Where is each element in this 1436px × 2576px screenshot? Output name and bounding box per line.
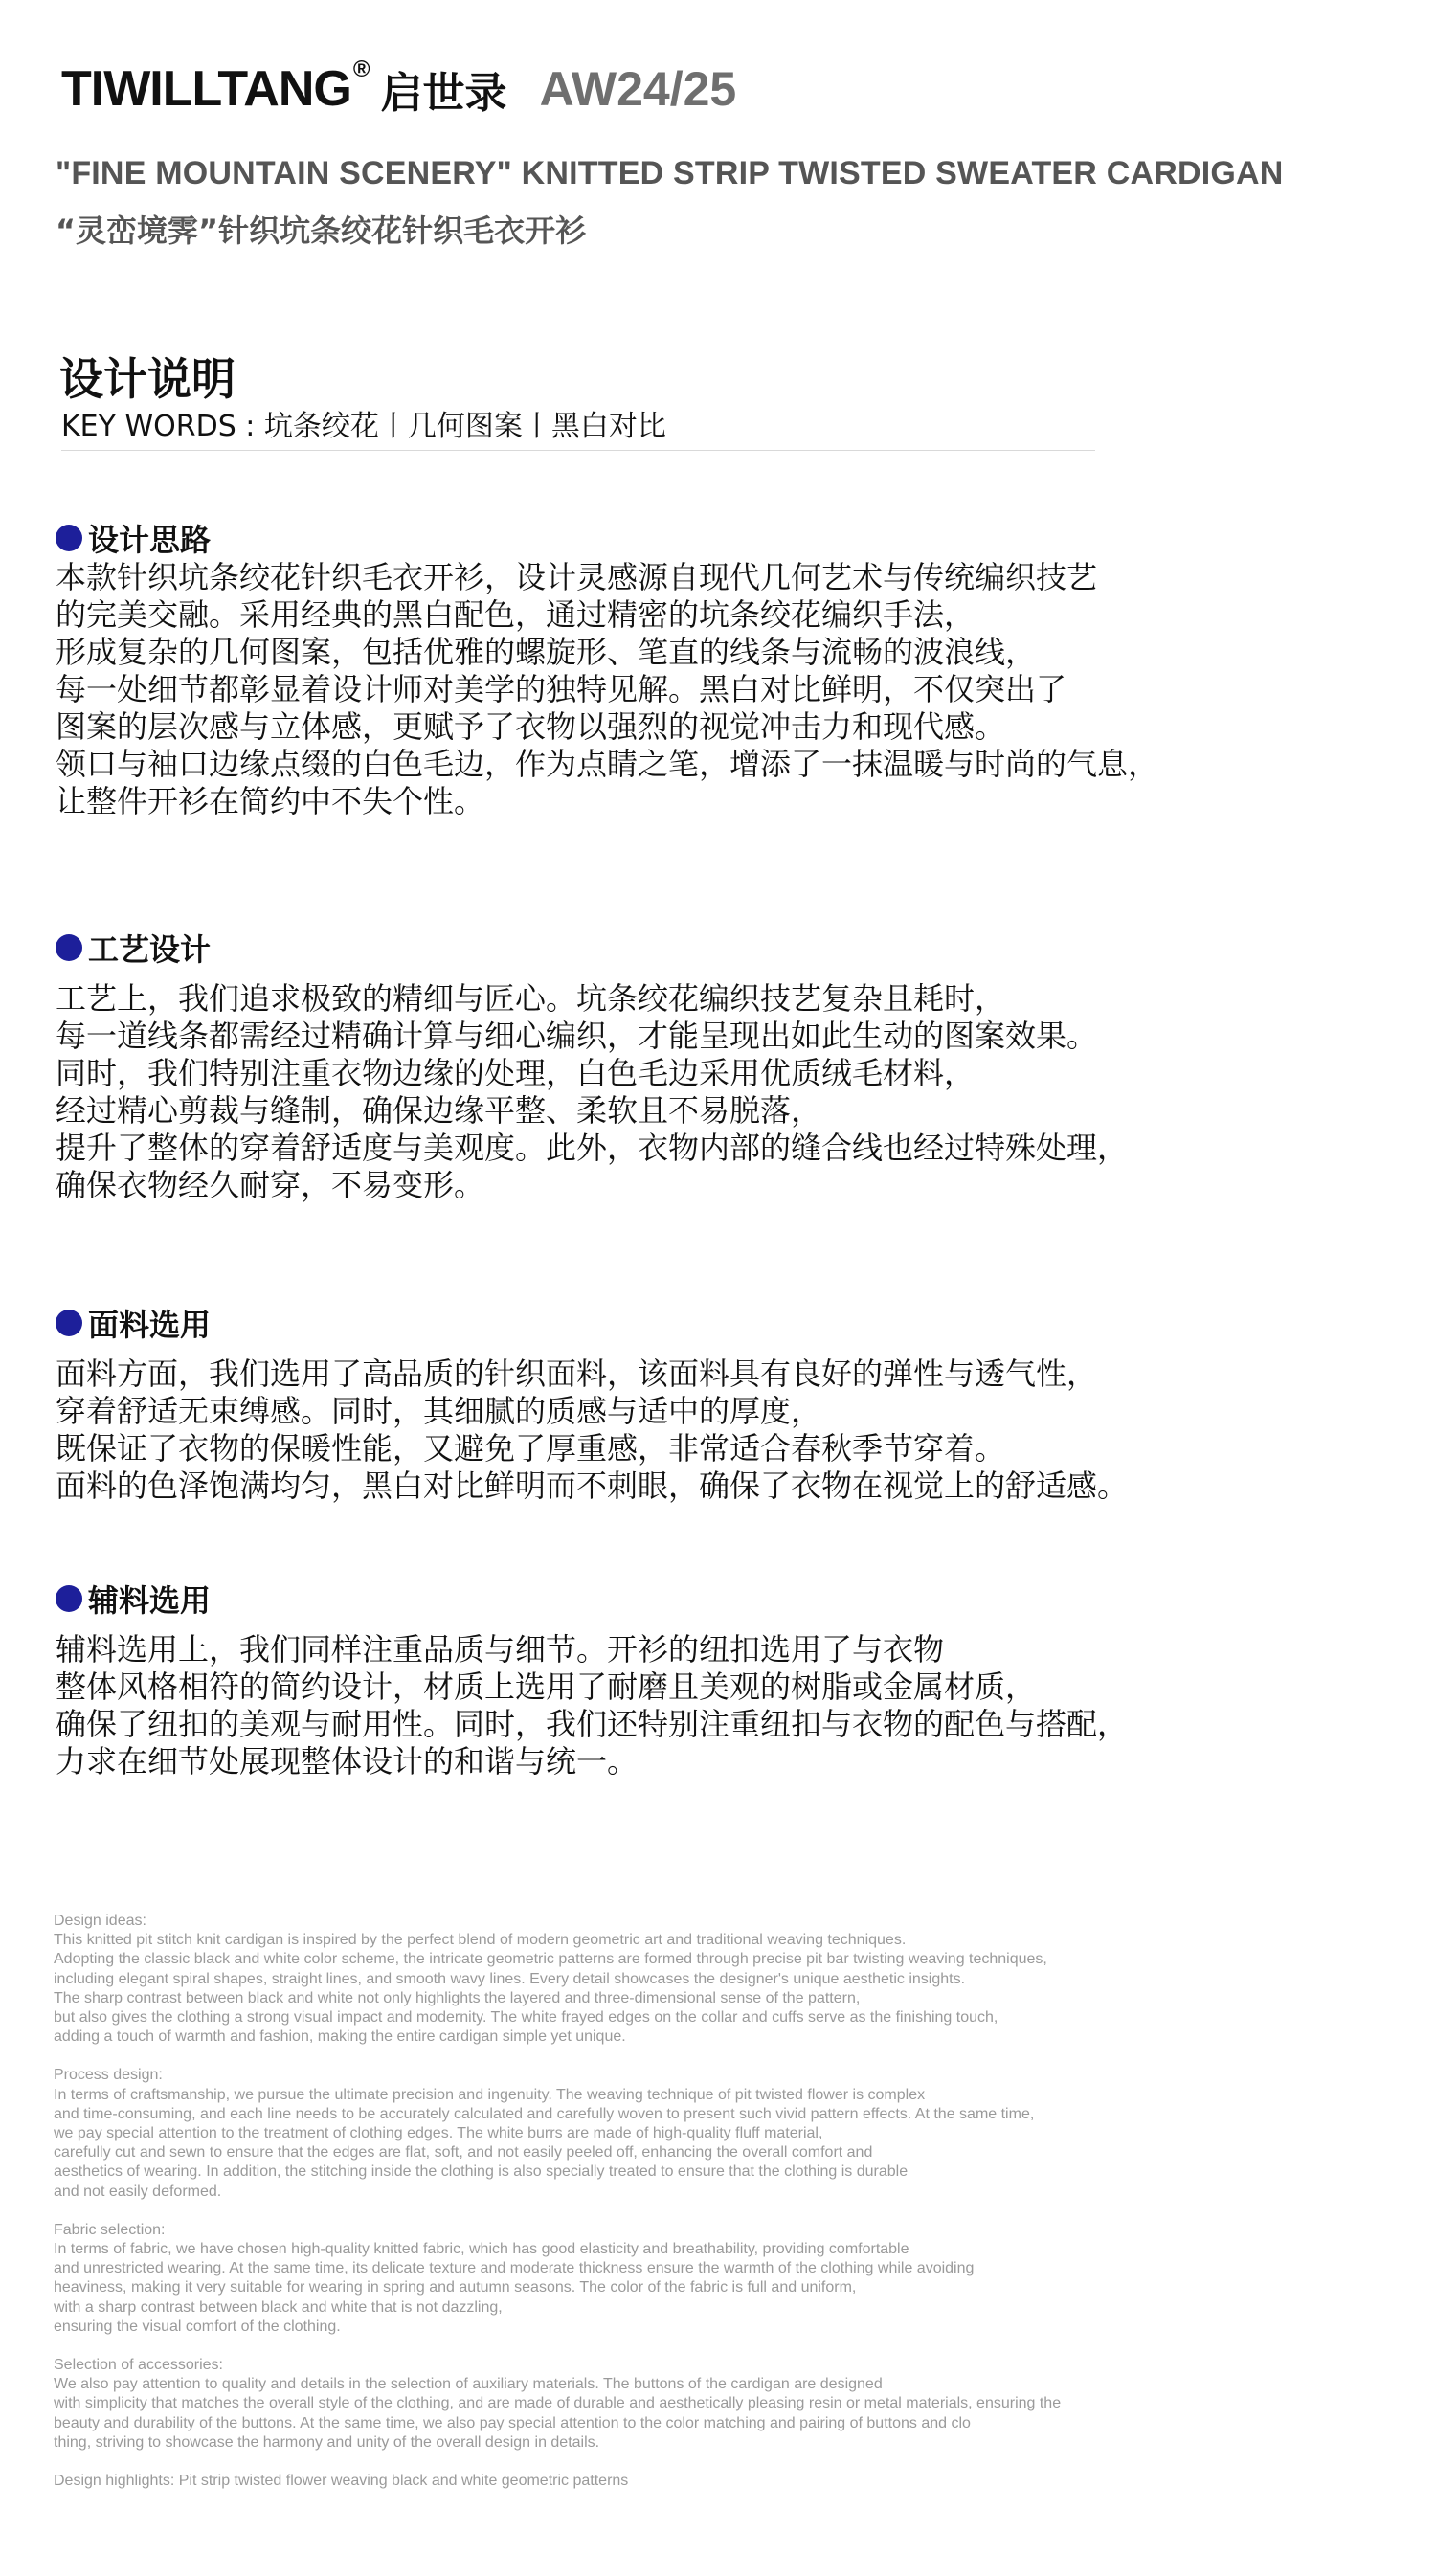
paragraph-line: 确保了纽扣的美观与耐用性。同时，我们还特别注重纽扣与衣物的配色与搭配，	[56, 1706, 1129, 1742]
paragraph-line: 让整件开衫在简约中不失个性。	[56, 783, 485, 819]
english-line: Selection of accessories:	[54, 2357, 223, 2374]
paragraph-line: 面料方面，我们选用了高品质的针织面料，该面料具有良好的弹性与透气性，	[56, 1355, 1098, 1392]
english-line: and time-consuming, and each line needs to be accurately calculated and carefully woven to present such vivid pattern effects. At the same time,	[54, 2105, 1035, 2122]
bullet-dot-icon	[56, 934, 82, 961]
paragraph-line: 的完美交融。采用经典的黑白配色，通过精密的坑条绞花编织手法，	[56, 596, 976, 633]
paragraph-line: 同时，我们特别注重衣物边缘的处理，白色毛边采用优质绒毛材料，	[56, 1055, 976, 1091]
english-line: Design ideas:	[54, 1913, 146, 1929]
english-line: In terms of fabric, we have chosen high-quality knitted fabric, which has good elasticity and breathability, providing comfortable	[54, 2241, 909, 2258]
paragraph-line: 图案的层次感与立体感，更赋予了衣物以强烈的视觉冲击力和现代感。	[56, 708, 1006, 745]
english-line: including elegant spiral shapes, straight lines, and smooth wavy lines. Every detail showcases the designer's unique aesthetic insights.	[54, 1970, 966, 1987]
english-line: Fabric selection:	[54, 2221, 166, 2238]
paragraph-line: 辅料选用上，我们同样注重品质与细节。开衫的纽扣选用了与衣物	[56, 1631, 945, 1668]
english-line: beauty and durability of the buttons. At the same time, we also pay special attention to the color matching and pairing of buttons and clo	[54, 2414, 971, 2431]
english-line: with simplicity that matches the overall style of the clothing, and are made of durable and aesthetically pleasing resin or metal materials, ensuring the	[54, 2395, 1062, 2412]
paragraph-line: 穿着舒适无束缚感。同时，其细腻的质感与适中的厚度，	[56, 1393, 822, 1429]
section-title	[56, 517, 1377, 559]
section-title	[56, 927, 1377, 969]
paragraph-line: 既保证了衣物的保暖性能，又避免了厚重感，非常适合春秋季节穿着。	[56, 1430, 1006, 1467]
english-line: carefully cut and sewn to ensure that the edges are flat, soft, and not easily peeled off, enhancing the overall comfort and	[54, 2144, 873, 2162]
english-line: we pay special attention to the treatment of clothing edges. The white burrs are made of high-quality fluff material,	[54, 2125, 823, 2142]
english-block-design-ideas	[54, 1912, 1394, 2047]
design-description-heading: 设计说明	[59, 353, 236, 405]
section-title-text: 工艺设计	[88, 931, 212, 968]
english-line: thing, striving to showcase the harmony and unity of the overall design in details.	[54, 2433, 600, 2451]
paragraph-line: 经过精心剪裁与缝制，确保边缘平整、柔软且不易脱落，	[56, 1092, 822, 1129]
english-line: We also pay attention to quality and details in the selection of auxiliary materials. The buttons of the cardigan are designed	[54, 2376, 883, 2393]
english-line: ensuring the visual comfort of the clothing.	[54, 2318, 341, 2335]
section-design-ideas	[56, 517, 1377, 820]
english-line: with a sharp contrast between black and white that is not dazzling,	[54, 2298, 503, 2316]
section-process-design	[56, 927, 1377, 1204]
bullet-dot-icon	[56, 1585, 82, 1612]
english-block-fabric-selection	[54, 2221, 1394, 2337]
english-translation	[54, 1912, 1394, 2510]
brand-header	[61, 56, 736, 123]
paragraph-line: 确保衣物经久耐穿，不易变形。	[56, 1167, 485, 1203]
section-title-text: 面料选用	[88, 1307, 212, 1343]
english-block-process-design	[54, 2066, 1394, 2201]
bullet-dot-icon	[56, 1310, 82, 1336]
section-title-text: 辅料选用	[88, 1582, 212, 1619]
paragraph-line: 提升了整体的穿着舒适度与美观度。此外，衣物内部的缝合线也经过特殊处理，	[56, 1130, 1129, 1166]
english-block-accessories	[54, 2356, 1394, 2453]
english-block-highlights	[54, 2472, 1394, 2491]
bullet-dot-icon	[56, 525, 82, 551]
registered-mark: ®	[352, 56, 370, 82]
section-title	[56, 1578, 1377, 1620]
keywords-line: KEY WORDS : 坑条绞花丨几何图案丨黑白对比	[61, 402, 1095, 451]
section-title	[56, 1302, 1377, 1344]
paragraph-line: 本款针织坑条绞花针织毛衣开衫，设计灵感源自现代几何艺术与传统编织技艺	[56, 559, 1098, 595]
paragraph-line: 工艺上，我们追求极致的精细与匠心。坑条绞花编织技艺复杂且耗时，	[56, 980, 1006, 1017]
paragraph-line: 每一道线条都需经过精确计算与细心编织，才能呈现出如此生动的图案效果。	[56, 1018, 1098, 1054]
english-line: aesthetics of wearing. In addition, the stitching inside the clothing is also specially treated to ensure that the clothing is durable	[54, 2163, 909, 2181]
section-fabric-selection	[56, 1302, 1377, 1505]
paragraph-line: 力求在细节处展现整体设计的和谐与统一。	[56, 1743, 639, 1780]
english-line: Adopting the classic black and white color scheme, the intricate geometric patterns are formed through precise pit bar twisting weaving techniques,	[54, 1951, 1047, 1968]
season-label: AW24/25	[539, 62, 737, 116]
english-line: In terms of craftsmanship, we pursue the ultimate precision and ingenuity. The weaving technique of pit twisted flower is complex	[54, 2086, 926, 2103]
english-line: heaviness, making it very suitable for wearing in spring and autumn seasons. The color of the fabric is full and uniform,	[54, 2279, 857, 2296]
brand-name: TIWILLTANG	[61, 61, 351, 117]
section-title-text: 设计思路	[88, 522, 212, 558]
paragraph-line: 领口与袖口边缘点缀的白色毛边，作为点睛之笔，增添了一抹温暖与时尚的气息，	[56, 746, 1159, 782]
paragraph-line: 形成复杂的几何图案，包括优雅的螺旋形、笔直的线条与流畅的波浪线，	[56, 634, 1037, 670]
english-line: The sharp contrast between black and white not only highlights the layered and three-dimensional sense of the pattern,	[54, 1989, 861, 2006]
english-line: This knitted pit stitch knit cardigan is inspired by the perfect blend of modern geometric art and traditional weaving techniques.	[54, 1932, 907, 1949]
brand-logo	[61, 56, 370, 118]
product-title-english: "FINE MOUNTAIN SCENERY" KNITTED STRIP TWISTED SWEATER CARDIGAN	[56, 155, 1284, 191]
english-line: Design highlights: Pit strip twisted flower weaving black and white geometric patterns	[54, 2473, 629, 2490]
paragraph-line: 每一处细节都彰显着设计师对美学的独特见解。黑白对比鲜明，不仅突出了	[56, 671, 1067, 707]
paragraph-line: 整体风格相符的简约设计，材质上选用了耐磨且美观的树脂或金属材质，	[56, 1669, 1037, 1705]
paragraph-line: 面料的色泽饱满均匀，黑白对比鲜明而不刺眼，确保了衣物在视觉上的舒适感。	[56, 1467, 1129, 1504]
section-accessories-selection	[56, 1578, 1377, 1781]
english-line: but also gives the clothing a strong visual impact and modernity. The white frayed edges on the collar and cuffs serve as the finishing touch,	[54, 2009, 998, 2027]
product-title-chinese: “灵峦境霁”针织坑条绞花针织毛衣开衫	[56, 213, 587, 249]
english-line: and not easily deformed.	[54, 2183, 222, 2200]
english-line: and unrestricted wearing. At the same time, its delicate texture and moderate thickness ensure the warmth of the clothing while avoiding	[54, 2260, 975, 2277]
english-line: Process design:	[54, 2067, 163, 2084]
english-line: adding a touch of warmth and fashion, making the entire cardigan simple yet unique.	[54, 2028, 626, 2046]
brand-chinese-name: 启世录	[380, 69, 507, 118]
